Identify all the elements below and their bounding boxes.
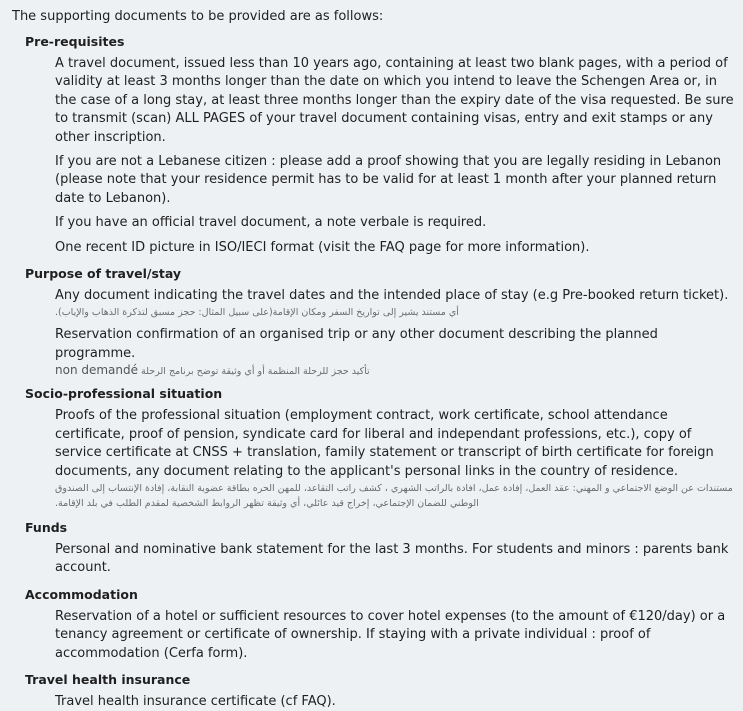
list-item bbox=[55, 608, 735, 663]
item-text: If you are not a Lebanese citizen : please add a proof showing that you are legally residing in Lebanon (please note that your residence permit has to be valid for at least 1 month after your planned return date to Lebanon). bbox=[55, 154, 722, 206]
item-text: Proofs of the professional situation (employment contract, work certificate, school attendance certificate, proof of pension, syndicate card for liberal and independant professions, etc.), copy of service certificate at CNSS + translation, family statement or transcript of birth certificate for foreign documents, any document relating to the applicant's personal links in the country of residence. bbox=[55, 408, 714, 479]
list-item bbox=[55, 693, 735, 711]
list-item bbox=[55, 239, 735, 257]
list-item bbox=[55, 541, 735, 578]
item-text: Travel health insurance certificate (cf FAQ). bbox=[55, 693, 336, 709]
list-item bbox=[55, 287, 735, 320]
item-text: Reservation confirmation of an organised trip or any other document describing the planned programme. bbox=[55, 327, 658, 361]
section-health-insurance bbox=[25, 671, 735, 711]
item-text: Any document indicating the travel dates and the intended place of stay (e.g Pre-booked return ticket). bbox=[55, 288, 729, 304]
item-text: A travel document, issued less than 10 years ago, containing at least two blank pages, with a period of validity at least 3 months longer than the date on which you intend to leave the Schengen Area or, in the case of a long stay, at least three months longer than the expiry date of the visa requested. Be sure to transmit (scan) ALL PAGES of your travel document containing visas, entry and exit stamps or any other inscription. bbox=[55, 56, 734, 145]
item-text: Personal and nominative bank statement for the last 3 months. For students and minors : parents bank account. bbox=[55, 541, 729, 576]
section-accommodation bbox=[25, 586, 735, 663]
arabic-translation: أي مستند يشير إلى تواريخ السفر ومكان الإقامة(على سبيل المثال: حجز مسبق لتذكرة الذهاب والإياب). bbox=[55, 307, 459, 319]
section-heading: Funds bbox=[25, 519, 68, 535]
arabic-translation: مستندات عن الوضع الاجتماعي و المهني: عقد العمل، إفادة عمل، افادة بالراتب الشهري ، كشف راتب التقاعد، للمهن الحره بطاقة عضوية النقابة، إفادة الإنتساب إلى الصندوق bbox=[55, 482, 733, 494]
section-heading: Purpose of travel/stay bbox=[25, 266, 182, 282]
non-demande-label: non demandé bbox=[55, 363, 139, 378]
section-funds bbox=[25, 519, 735, 578]
section-heading: Accommodation bbox=[25, 586, 138, 602]
list-item bbox=[55, 153, 735, 208]
section-socio-professional bbox=[25, 385, 735, 511]
list-item bbox=[55, 214, 735, 232]
item-text: Reservation of a hotel or sufficient resources to cover hotel expenses (to the amount of €120/day) or a tenancy agreement or certificate of ownership. If staying with a private individual : proof of accommodation (Cerfa form). bbox=[55, 608, 726, 661]
arabic-line bbox=[55, 363, 735, 379]
arabic-translation: الوطني للضمان الإجتماعي، إخراج قيد عائلي، أي وثيقة تظهر الروابط الشخصية لمقدم الطلب في بلد الإقامة. bbox=[55, 497, 479, 509]
arabic-translation: تأكيد حجز للرحلة المنظمة أو أي وثيقة توضح برنامج الرحلة bbox=[141, 366, 370, 378]
section-prerequisites bbox=[25, 33, 735, 257]
list-item bbox=[55, 326, 735, 379]
item-text: One recent ID picture in ISO/IECI format (visit the FAQ page for more information). bbox=[55, 239, 590, 255]
section-heading: Socio-professional situation bbox=[25, 386, 223, 402]
section-heading: Pre-requisites bbox=[25, 34, 125, 49]
section-purpose bbox=[25, 265, 735, 379]
section-heading: Travel health insurance bbox=[25, 671, 191, 687]
item-text: If you have an official travel document, a note verbale is required. bbox=[55, 215, 487, 231]
list-item bbox=[55, 407, 735, 511]
list-item bbox=[55, 55, 735, 147]
intro-text: The supporting documents to be provided are as follows: bbox=[12, 9, 384, 24]
